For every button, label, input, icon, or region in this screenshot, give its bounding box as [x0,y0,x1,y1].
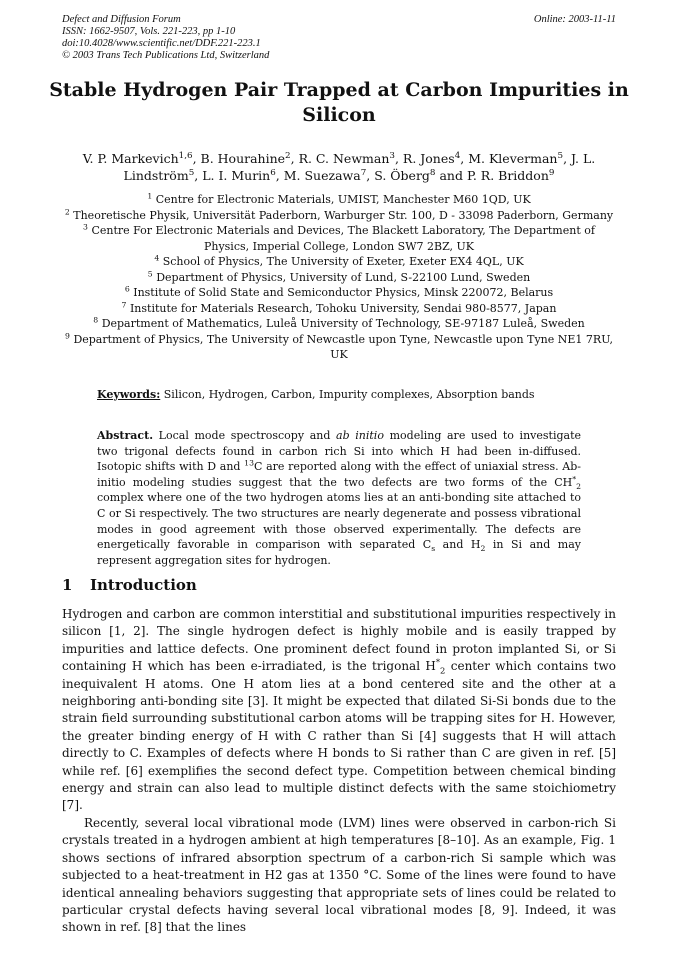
keywords [97,388,581,401]
affiliation: $^1$ Centre for Electronic Materials, UMIST, Manchester M60 1QD, UK [147,191,531,206]
paragraph: Hydrogen and carbon are common interstitial and substitutional impurities respectively in silicon [1, 2]. The single hydrogen defect is highly mobile and is easily trapped by impurities and lattice defects. One prominent defect found in proton implanted Si, or Si containing H which has been e-irradiated, is the trigonal $H^*_2$ center which contains two inequivalent H atoms. One H atom lies at a bond centered site and the other at a neighboring anti-bonding site [3]. It might be expected that dilated Si-Si bonds due to the strain field surrounding substitutional carbon atoms will be trapping sites for H. However, the greater binding energy of H with C rather than Si [4] suggests that H will attach directly to C. Examples of defects where H bonds to Si rather than C are given in ref. [5] while ref. [6] exemplifies the second defect type. Competition between chemical binding energy and strain can also lead to multiple distinct defects with the same stoichiometry [7]. [62,607,616,813]
affiliation: $^5$ Department of Physics, University of Lund, S-22100 Lund, Sweden [147,268,531,284]
affiliation: $^8$ Department of Mathematics, Luleå University of Technology, SE-97187 Luleå, Sweden [93,315,585,330]
affiliation: $^9$ Department of Physics, The University of Newcastle upon Tyne, Newcastle upon Tyne NE1 7RU, UK [65,330,613,361]
keywords-text: Silicon, Hydrogen, Carbon, Impurity complexes, Absorption bands [163,388,535,401]
abstract: Abstract. Local mode spectroscopy and ab initio modeling are used to investigate two trigonal defects found in carbon rich Si into which H had been in-diffused. Isotopic shifts with D and $^{13}$C are reported along with the effect of uniaxial stress. Ab-initio modeling studies suggest that the two defects are two forms of the $CH^*_2$ complex where one of the two hydrogen atoms lies at an anti-bonding site attached to C or Si respectively. The two structures are nearly degenerate and possess vibrational modes in good agreement with those observed experimentally. The defects are energetically favorable in comparison with separated $C_s$ and $H_2$ in Si and may represent aggregation sites for hydrogen. [97,429,582,567]
journal-name: Defect and Diffusion Forum [62,14,181,25]
affiliation: $^4$ School of Physics, The University of Exeter, Exeter EX4 4QL, UK [154,253,524,268]
section-heading: 1 Introduction [62,576,197,594]
body-text [62,606,616,937]
journal-header [62,14,616,62]
keywords-label: Keywords: [97,388,161,401]
affiliation: $^7$ Institute for Materials Research, Tohoku University, Sendai 980-8577, Japan [121,299,557,315]
paragraph: Recently, several local vibrational mode (LVM) lines were observed in carbon-rich Si crystals treated in a hydrogen ambient at high temperatures [8–10]. As an example, Fig. 1 shows sections of infrared absorption spectrum of a carbon-rich Si sample which was subjected to a heat-treatment in H2 gas at 1350 °C. Some of the lines were found to have identical annealing behaviors suggesting that appropriate sets of lines could be related to particular crystal defects having several local vibrational modes [8, 9]. Indeed, it was shown in ref. [8] that the lines [62,815,616,935]
affiliation: $^3$ Centre For Electronic Materials and Devices, The Blackett Laboratory, The Department of Physics, Imperial College, London SW7 2BZ, UK [83,222,595,253]
copyright: © 2003 Trans Tech Publications Ltd, Switzerland [62,50,270,61]
paper-title: Stable Hydrogen Pair Trapped at Carbon Impurities in Silicon [49,79,629,126]
online-date: Online: 2003-11-11 [533,14,616,25]
affiliation: $^2$ Theoretische Physik, Universität Paderborn, Warburger Str. 100, D - 33098 Paderborn, Germany [64,206,614,222]
issn: ISSN: 1662-9507, Vols. 221-223, pp 1-10 [62,26,236,37]
affiliation-list [62,192,616,363]
author-list: V. P. Markevich$^{1,6}$, B. Hourahine$^2$, R. C. Newman$^3$, R. Jones$^4$, M. Kleverman$^5$, J. L. Lindström$^5$, L. I. Murin$^6$, M. Suezawa$^7$, S. Öberg$^8$ and P. R. Briddon$^9$ [82,150,596,183]
affiliation: $^6$ Institute of Solid State and Semiconductor Physics, Minsk 220072, Belarus [124,284,554,299]
doi: doi:10.4028/www.scientific.net/DDF.221-223.1 [62,38,261,49]
abstract-label: Abstract. [97,429,154,442]
